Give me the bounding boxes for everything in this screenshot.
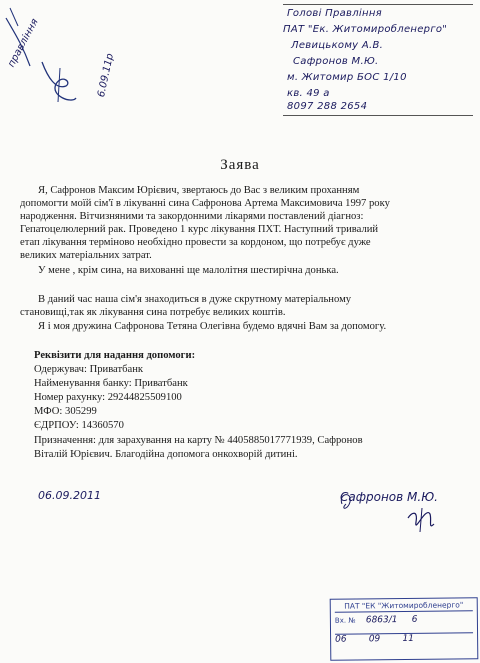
document-title: Заява: [220, 157, 260, 173]
recipient-line: 8097 288 2654: [287, 101, 368, 112]
resolution-scribble: [0, 4, 150, 124]
recipient-line: Левицькому А.В.: [291, 40, 384, 51]
recipient-line: Голові Правління: [287, 8, 382, 19]
body-line: У мене , крім сина, на вихованні ще малолітня шестирічна донька.: [38, 265, 339, 276]
signature-name: Сафронов М.Ю.: [340, 490, 438, 504]
recipient-line: кв. 49 а: [287, 88, 330, 99]
stamp-number-value: 6863/1: [365, 615, 398, 626]
stamp-date-day: 06: [335, 634, 347, 645]
body-line: етап лікування терміново необхідно провести за кордоном, що потребує дуже: [20, 237, 371, 248]
registration-stamp: [330, 597, 479, 661]
signature: [338, 484, 478, 544]
requisite-line: Одержувач: Приватбанк: [34, 364, 144, 375]
stamp-title: ПАТ "ЕК "Житомиробленерго": [335, 600, 473, 612]
body-line: народження. Вітчизняними та закордонними лікарями поставлений діагноз:: [20, 211, 364, 222]
requisite-line: Найменування банку: Приватбанк: [34, 378, 188, 389]
stamp-date-month: 09: [368, 634, 381, 645]
requisite-line: ЄДРПОУ: 14360570: [34, 420, 124, 431]
body-line: становищі,так як лікування сина потребує великих коштів.: [20, 307, 286, 318]
stamp-number-label: Вх. №: [334, 616, 356, 625]
requisite-line: Віталій Юрієвич. Благодійна допомога онкохворій дитині.: [34, 449, 298, 460]
handwritten-date: 06.09.2011: [38, 489, 101, 502]
body-line: В даний час наша сім'я знаходиться в дуже скрутному матеріальному: [38, 294, 352, 305]
stamp-date-year: 11: [402, 633, 414, 645]
stamp-row-number: [335, 614, 473, 625]
body-line: Я, Сафронов Максим Юрієвич, звертаюсь до Вас з великим проханням: [38, 185, 360, 196]
body-line: Гепатоцелюлерний рак. Проведено 1 курс лікування ПХТ. Наступний тривалий: [20, 224, 379, 235]
body-line: Я і моя дружина Сафронова Тетяна Олегівна будемо вдячні Вам за допомогу.: [38, 321, 387, 332]
recipient-line: м. Житомир БОС 1/10: [287, 72, 407, 83]
body-line: великих матеріальних затрат.: [20, 250, 152, 261]
resolution-text: правління: [6, 17, 41, 70]
stamp-sheets-value: 6: [411, 614, 418, 625]
requisite-line: Номер рахунку: 29244825509100: [34, 392, 182, 403]
recipient-block: [283, 4, 473, 116]
resolution-date: 6.09.11р: [96, 52, 117, 99]
requisite-line: Призначення: для зарахування на карту № 4405885017771939, Сафронов: [34, 435, 363, 446]
requisites-heading: Реквізити для надання допомоги:: [34, 350, 196, 361]
stamp-date-row: [335, 632, 473, 644]
recipient-line: ПАТ "Ек. Житомиробленерго": [283, 24, 448, 35]
requisite-line: МФО: 305299: [34, 406, 97, 417]
body-line: допомогти моїй сім'ї в лікуванні сина Сафронова Артема Максимовича 1997 року: [20, 198, 390, 209]
recipient-line: Сафронов М.Ю.: [293, 56, 379, 67]
resolution-note: [0, 4, 150, 124]
